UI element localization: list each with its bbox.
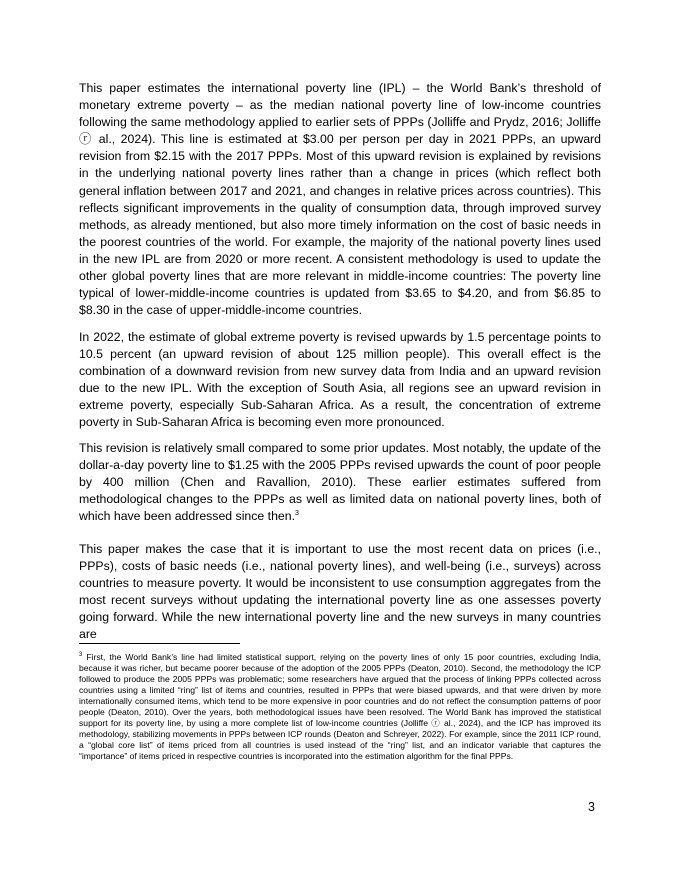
footnote-separator — [79, 643, 240, 644]
page-number: 3 — [588, 800, 595, 814]
paragraph-recent-data-case — [79, 541, 601, 644]
paragraph-text: This paper estimates the international poverty line (IPL) – the World Bank’s threshold of monetary extreme poverty – as the median national poverty line of low-income countries following the same methodology applied to earlier sets of PPPs (Jolliffe and Prydz, 2016; Jolliffe ⓡ al., 2024). This line is estimated at $3.00 per person per day in 2021 PPPs, an upward revision from $2.15 with the 2017 PPPs. Most of this upward revision is explained by revisions in the underlying national poverty lines rather than a change in prices (which reflect both general inflation between 2017 and 2021, and changes in relative prices across countries). This reflects significant improvements in the quality of consumption data, through improved survey methods, as already mentioned, but also more timely information on the cost of basic needs in the poorest countries of the world. For example, the majority of the national poverty lines used in the new IPL are from 2020 or more recent. A consistent methodology is used to update the other global poverty lines that are more relevant in middle-income countries: The poverty line typical of lower-middle-income countries is updated from $3.65 to $4.20, and from $6.85 to $8.30 in the case of upper-middle-income countries. — [79, 81, 601, 318]
paragraph-ipl-estimate — [79, 80, 601, 319]
footnote-reference[interactable]: 3 — [295, 510, 299, 518]
footnote — [79, 652, 601, 762]
footnote-text: First, the World Bank’s line had limited statistical support, relying on the poverty lines of only 15 poor countries, excluding India, because it was richer, but became poorer because of the adoption of the 2005 PPPs (Deaton, 2010). Second, the methodology the ICP followed to produce the 2005 PPPs was problematic; some researchers have argued that the process of linking PPPs collected across countries using a limited “ring” list of items and countries, resulted in PPPs that were biased upwards, and that were driven by more internationally consumed items, which tend to be more expensive in poor countries and do not reflect the consumption patterns of poor people (Deaton, 2010). Over the years, both methodological issues have been resolved. The World Bank has improved the statistical support for its poverty line, by using a more complete list of low-income countries (Jolliffe ⓡ al., 2024), and the ICP has improved its methodology, stabilizing movements in PPPs between ICP rounds (Deaton and Schreyer, 2022). For example, since the 2011 ICP round, a “global core list” of items priced from all countries is used instead of the “ring” list, and an indicator variable that captures the “importance” of items priced in respective countries is incorporated into the estimation algorithm for the final PPPs. — [79, 652, 601, 762]
paragraph-text: This revision is relatively small compared to some prior updates. Most notably, the update of the dollar-a-day poverty line to $1.25 with the 2005 PPPs revised upwards the count of poor people by 400 million (Chen and Ravallion, 2010). These earlier estimates suffered from methodological changes to the PPPs as well as limited data on national poverty lines, both of which have been addressed since then. — [79, 441, 601, 524]
paragraph-text: In 2022, the estimate of global extreme poverty is revised upwards by 1.5 percentage points to 10.5 percent (an upward revision of about 125 million people). This overall effect is the combination of a downward revision from new survey data from India and an upward revision due to the new IPL. With the exception of South Asia, all regions see an upward revision in extreme poverty, especially Sub-Saharan Africa. As a result, the concentration of extreme poverty in Sub-Saharan Africa is becoming even more pronounced. — [79, 330, 601, 430]
paragraph-global-poverty-2022 — [79, 329, 601, 432]
paragraph-revision-comparison — [79, 440, 601, 525]
footnote-number: 3 — [79, 652, 83, 659]
paragraph-text: This paper makes the case that it is important to use the most recent data on prices (i.e., PPPs), costs of basic needs (i.e., national poverty lines), and well-being (i.e., surveys) across countries to measure poverty. It would be inconsistent to use consumption aggregates from the most recent surveys without updating the international poverty line as one assesses poverty going forward. While the new international poverty line and the new surveys in many countries are — [79, 542, 601, 642]
